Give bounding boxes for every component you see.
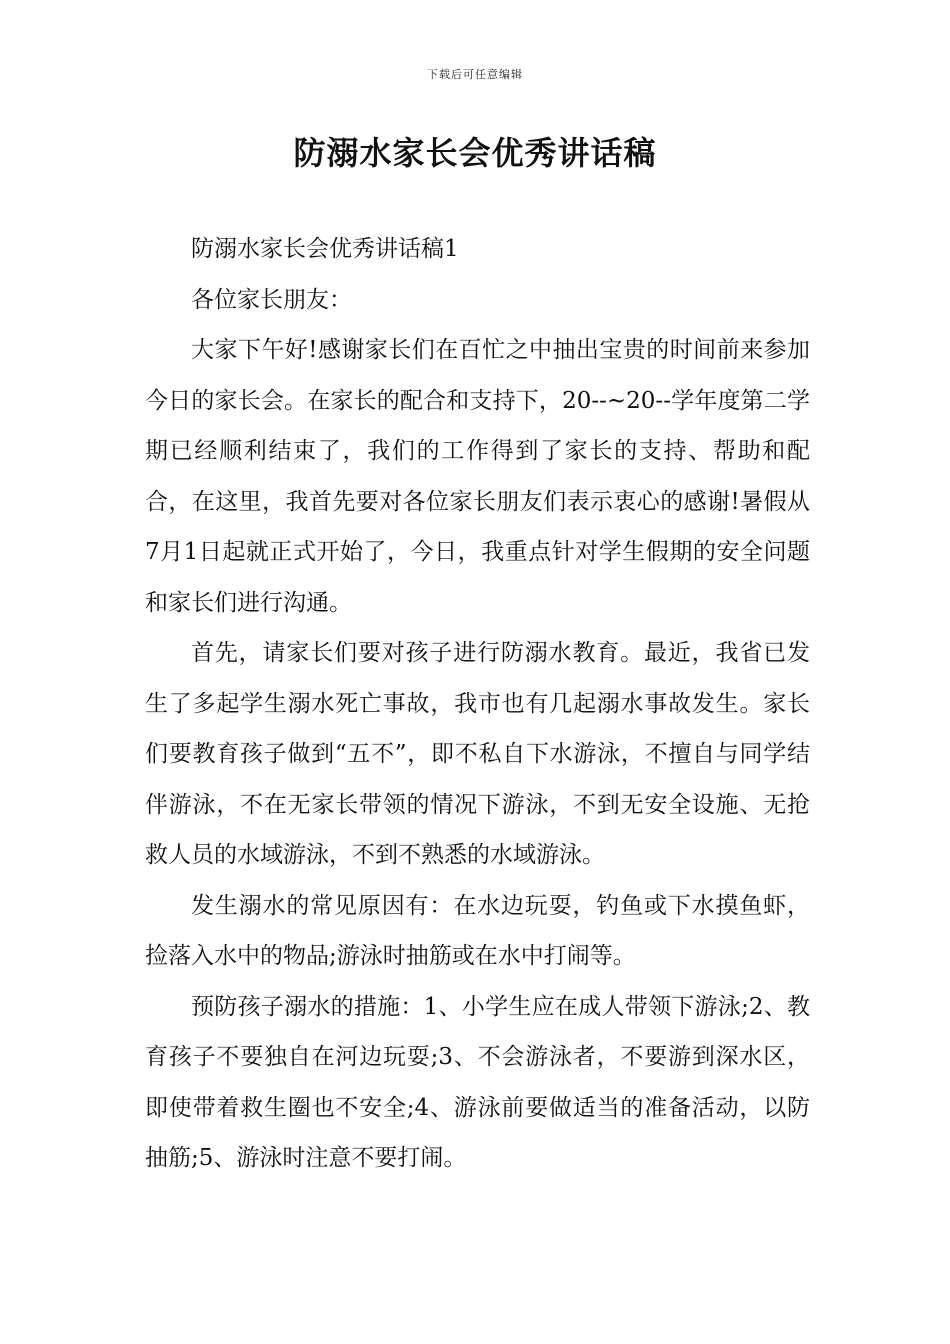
paragraph-greeting: 大家下午好!感谢家长们在百忙之中抽出宝贵的时间前来参加今日的家长会。在家长的配合和支持下，20--~20--学年度第二学期已经顺利结束了，我们的工作得到了家长的支持、帮助和配合，在这里，我首先要对各位家长朋友们表示衷心的感谢!暑假从7月1日起就正式开始了，今日，我重点针对学生假期的安全问题和家长们进行沟通。 (145, 337, 810, 616)
document-title: 防溺水家长会优秀讲话稿 (293, 134, 657, 172)
paragraph-measures: 预防孩子溺水的措施：1、小学生应在成人带领下游泳;2、教育孩子不要独自在河边玩耍;3、不会游泳者，不要游到深水区，即使带着救生圈也不安全;4、游泳前要做适当的准备活动，以防抽筋;5、游泳时注意不要打闹。 (145, 993, 810, 1171)
document-body (145, 224, 810, 1184)
paragraph-education: 首先，请家长们要对孩子进行防溺水教育。最近，我省已发生了多起学生溺水死亡事故，我市也有几起溺水事故发生。家长们要教育孩子做到“五不”，即不私自下水游泳，不擅自与同学结伴游泳，不在无家长带领的情况下游泳，不到无安全设施、无抢救人员的水域游泳，不到不熟悉的水域游泳。 (145, 640, 810, 868)
paragraph-causes: 发生溺水的常见原因有：在水边玩耍，钓鱼或下水摸鱼虾，捡落入水中的物品;游泳时抽筋或在水中打闹等。 (145, 892, 810, 969)
section-heading: 防溺水家长会优秀讲话稿1 (191, 236, 459, 262)
salutation: 各位家长朋友： (191, 286, 352, 313)
header-note: 下载后可任意编辑 (427, 68, 523, 81)
